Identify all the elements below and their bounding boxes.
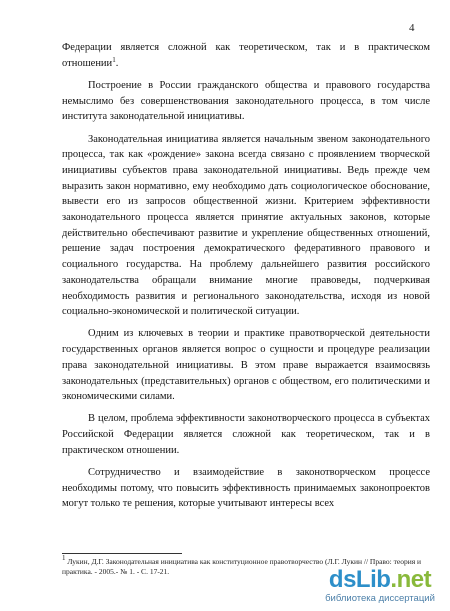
paragraph <box>62 40 430 71</box>
footnote-text: Лукин, Д.Г. Законодательная инициатива как конституционное правотворчество (Л.Г. Лукин // Право: теория и практика. - 2005.- № 1. - С. 17-21. <box>62 557 422 576</box>
paragraph: В целом, проблема эффективности законотворческого процесса в субъектах Российской Федерации является сложной как теоретическом, так и в практическом отношении. <box>62 413 430 456</box>
page-number: 4 <box>409 22 415 34</box>
watermark-brand: dsLib.net <box>328 566 432 593</box>
paragraph-text: Федерации является сложной как теоретическом, так и в практическом отношении <box>62 42 430 69</box>
footnote-divider <box>62 553 182 554</box>
paragraph: Законодательная инициатива является начальным звеном законодательного процесса, так как «рождение» закона всегда связано с проявлением творческой инициативы субъектов права законодательной инициативы. Ведь прежде чем выразить закон нормативно, ему необходимо дать социологическое обоснование, вывести его из запросов общественной жизни. Критерием эффективности законодательного процесса является принятие актуальных законов, которые действительно обеспечивают развитие и укрепление общественных отношений, решение задач построения демократического федеративного правового и социального государства. На проблему дальнейшего развития российского законодательства обращали внимание многие правоведы, подчеркивая необходимость развития и регионального законодательства, исходя из новой социально-экономической и политической ситуации. <box>62 133 430 318</box>
footnote-ref: 1 <box>112 55 116 64</box>
watermark-subtitle: библиотека диссертаций <box>325 593 435 604</box>
document-body <box>62 40 430 519</box>
paragraph: Одним из ключевых в теории и практике правотворческой деятельности государственных органов является вопрос о сущности и процедуре реализации права законодательной инициативы. В этом праве выражается взаимосвязь законодательных (представительных) органов с обществом, его политическими и экономическими силами. <box>62 328 430 403</box>
paragraph-end: . <box>115 57 119 69</box>
paragraph: Сотрудничество и взаимодействие в законотворческом процессе необходимы потому, что повысить эффективность принимаемых законопроектов могут только те решения, которые учитывают интересы всех <box>62 467 430 510</box>
watermark-logo <box>320 567 440 607</box>
paragraph: Построение в России гражданского общества и правового государства немыслимо без совершенствования законодательного процесса, в том числе института законодательной инициативы. <box>62 79 430 123</box>
footnote-marker: 1 <box>62 554 66 562</box>
